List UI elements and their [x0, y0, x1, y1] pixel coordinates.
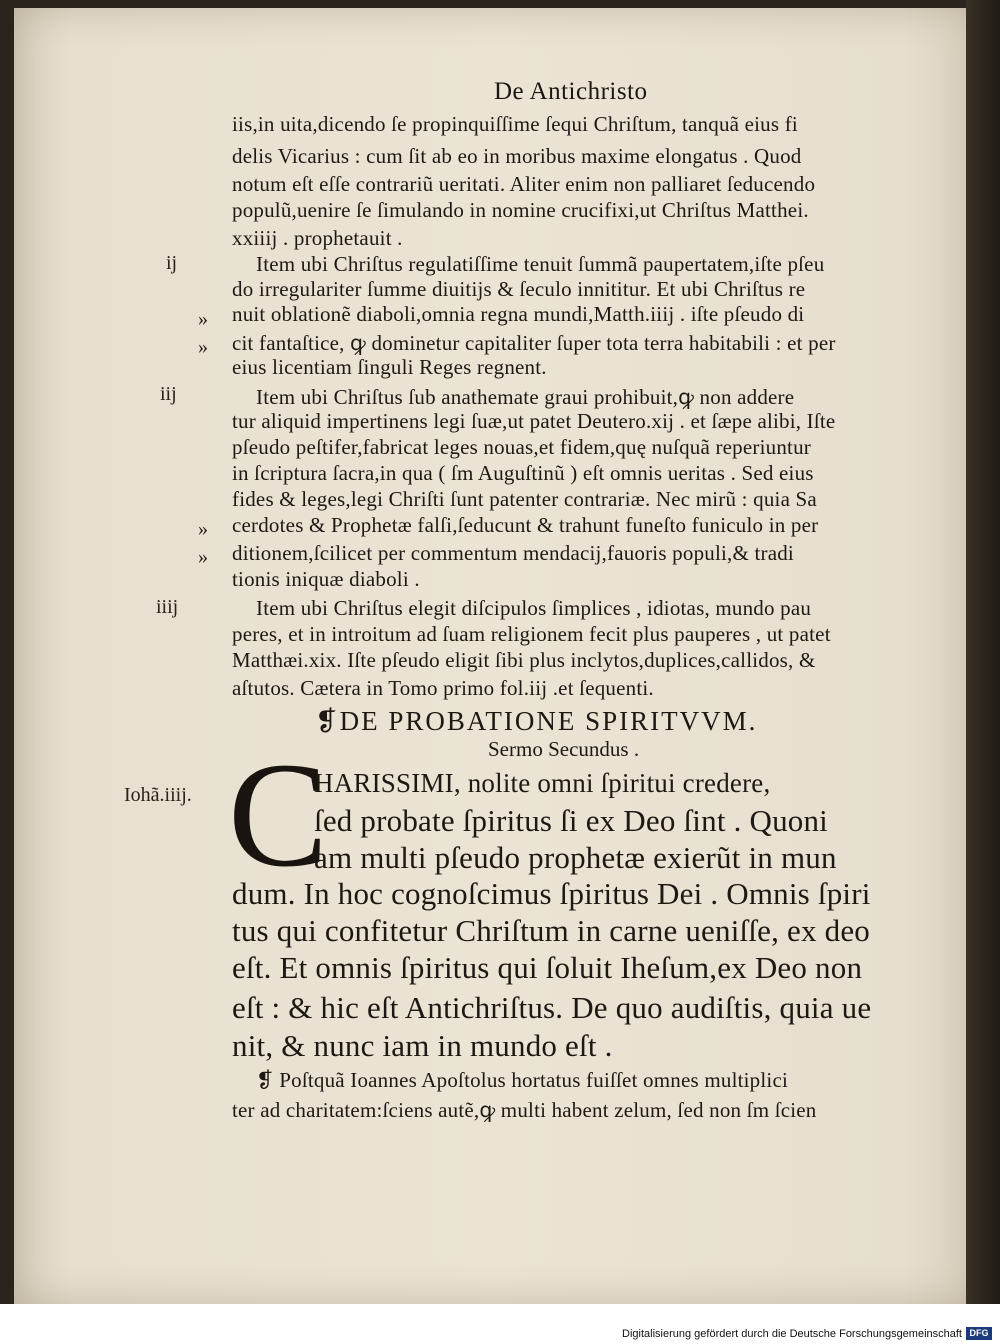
body-line: iis,in uita,dicendo ſe propinquiſſime ſequi Chriſtum, tanquã eius fi [232, 112, 798, 136]
scripture-line: HARISSIMI, nolite omni ſpiritui credere, [314, 768, 771, 798]
body-line: cit fantaſtice, ꝙ dominetur capitaliter ſuper tota terra habitabili : et per [232, 331, 836, 355]
body-line: cerdotes & Prophetæ falſi,ſeducunt & trahunt funeſto funiculo in per [232, 513, 819, 537]
margin-note: » [198, 336, 208, 358]
footer-credit: Digitalisierung gefördert durch die Deutsche Forschungsgemeinschaft [622, 1328, 962, 1340]
body-line: populũ,uenire ſe ſimulando in nomine crucifixi,ut Chriſtus Matthei. [232, 198, 809, 222]
body-line: do irregulariter ſumme diuitijs & ſeculo innititur. Et ubi Chriſtus re [232, 277, 806, 301]
body-line: nuit oblationẽ diaboli,omnia regna mundi,Matth.iiij . iſte pſeudo di [232, 302, 805, 326]
commentary-line: ter ad charitatem:ſciens autẽ,ꝙ multi habent zelum, ſed non ſm ſcien [232, 1098, 817, 1122]
body-line: tur aliquid impertinens legi ſuæ,ut patet Deutero.xij . et ſæpe alibi, Iſte [232, 409, 836, 433]
scripture-line: am multi pſeudo prophetæ exierũt in mun [314, 840, 837, 875]
margin-note: Iohã.iiij. [124, 784, 192, 806]
body-line: delis Vicarius : cum ſit ab eo in moribus maxime elongatus . Quod [232, 144, 802, 168]
commentary-line: ❡ Poſtquã Ioannes Apoſtolus hortatus fuiſſet omnes multiplici [256, 1068, 789, 1092]
margin-note: ij [166, 252, 178, 274]
body-line: notum eſt eſſe contrariũ ueritati. Aliter enim non palliaret ſeducendo [232, 172, 816, 196]
scripture-line: nit, & nunc iam in mundo eſt . [232, 1028, 613, 1063]
scripture-line: tus qui confitetur Chriſtum in carne ueniſſe, ex deo [232, 913, 870, 948]
page-gutter [966, 0, 1000, 1344]
section-title: ❡DE PROBATIONE SPIRITVVM. [315, 706, 758, 736]
drop-cap-initial: C [228, 732, 329, 898]
body-line: Item ubi Chriſtus ſub anathemate graui prohibuit,ꝙ non addere [256, 385, 795, 409]
margin-note: » [198, 546, 208, 568]
body-line: ditionem,ſcilicet per commentum mendacij,fauoris populi,& tradi [232, 541, 794, 565]
body-line: Item ubi Chriſtus regulatiſſime tenuit ſummã paupertatem,iſte pſeu [256, 252, 825, 276]
scripture-line: eſt : & hic eſt Antichriſtus. De quo audiſtis, quia ue [232, 990, 872, 1025]
body-line: pſeudo peſtifer,fabricat leges nouas,et fidem,quę nuſquã reperiuntur [232, 435, 811, 459]
body-line: in ſcriptura ſacra,in qua ( ſm Auguſtinũ ) eſt omnis ueritas . Sed eius [232, 461, 814, 485]
margin-note: » [198, 308, 208, 330]
body-line: eius licentiam ſinguli Reges regnent. [232, 355, 547, 379]
body-line: xxiiij . prophetauit . [232, 226, 403, 250]
scripture-line: dum. In hoc cognoſcimus ſpiritus Dei . Omnis ſpiri [232, 876, 871, 911]
body-line: fides & leges,legi Chriſti ſunt patenter contrariæ. Nec mirũ : quia Sa [232, 487, 817, 511]
scripture-line: eſt. Et omnis ſpiritus qui ſoluit Iheſum,ex Deo non [232, 950, 863, 985]
margin-note: iij [160, 383, 177, 405]
body-line: peres, et in introitum ad ſuam religionem fecit plus pauperes , ut patet [232, 622, 831, 646]
section-subtitle: Sermo Secundus . [488, 737, 640, 761]
body-line: Item ubi Chriſtus elegit diſcipulos ſimplices , idiotas, mundo pau [256, 596, 812, 620]
dfg-logo: DFG [966, 1327, 992, 1340]
running-head: De Antichristo [494, 78, 648, 105]
margin-note: » [198, 518, 208, 540]
scripture-line: ſed probate ſpiritus ſi ex Deo ſint . Quoni [314, 803, 828, 838]
body-line: tionis iniquæ diaboli . [232, 567, 420, 591]
body-line: Matthæi.xix. Iſte pſeudo eligit ſibi plus inclytos,duplices,callidos, & [232, 648, 816, 672]
body-line: aſtutos. Cætera in Tomo primo fol.iij .et ſequenti. [232, 676, 654, 700]
margin-note: iiij [156, 596, 179, 618]
